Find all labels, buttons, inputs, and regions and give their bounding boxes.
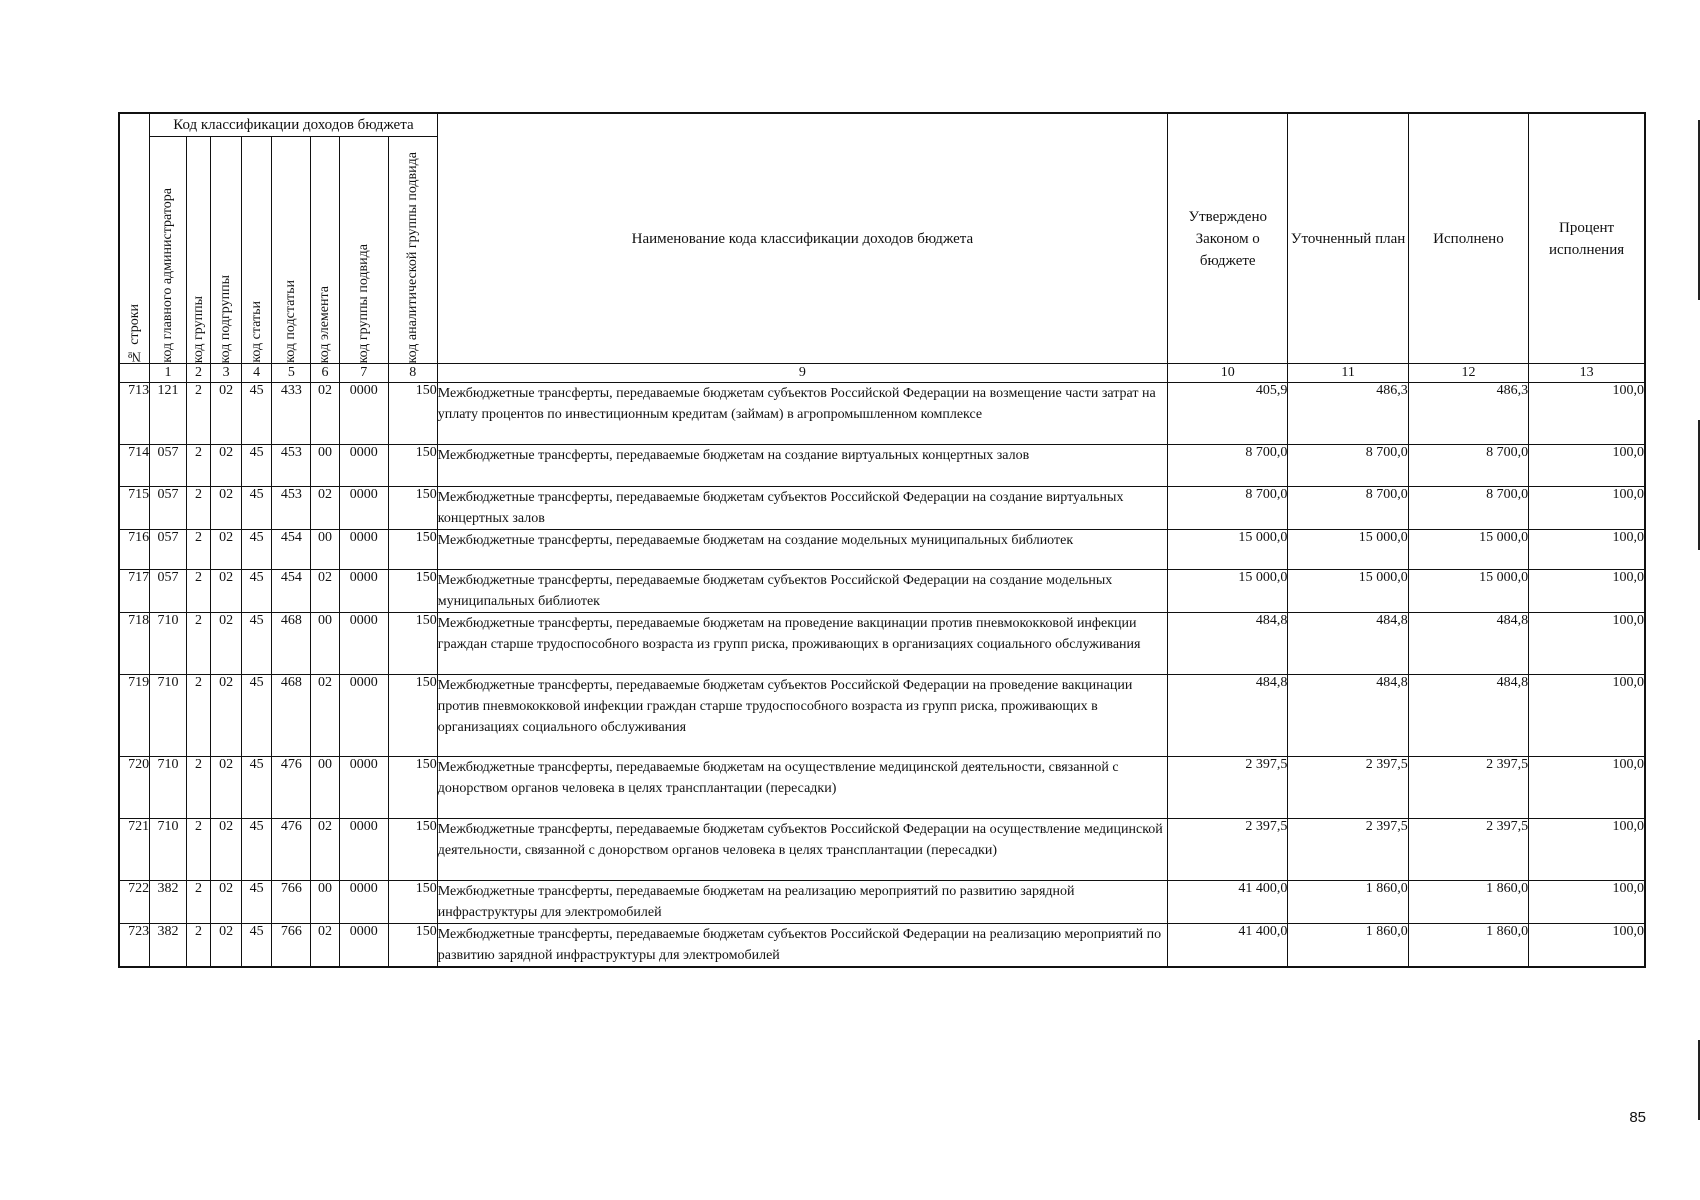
subkind-group-code: 0000: [339, 383, 388, 445]
column-number: 7: [339, 364, 388, 383]
subarticle-code: 433: [272, 383, 311, 445]
article-code: 45: [241, 530, 272, 570]
subkind-group-code: 0000: [339, 487, 388, 530]
subgroup-code: 02: [211, 487, 242, 530]
table-row: [119, 924, 1645, 968]
refined-amount: 484,8: [1288, 675, 1408, 757]
element-code: 00: [311, 530, 340, 570]
table-row: [119, 487, 1645, 530]
refined-amount: 484,8: [1288, 613, 1408, 675]
execution-percent: 100,0: [1529, 757, 1645, 819]
admin-code: 382: [150, 881, 187, 924]
revenue-name: Межбюджетные трансферты, передаваемые бюджетам субъектов Российской Федерации на создание модельных муниципальных библиотек: [437, 570, 1167, 613]
article-code: 45: [241, 383, 272, 445]
subkind-group-code: 0000: [339, 530, 388, 570]
subgroup-code: 02: [211, 445, 242, 487]
header-row-no: [119, 113, 150, 364]
element-code: 02: [311, 383, 340, 445]
header-element-code-label: код элемента: [316, 285, 332, 363]
subgroup-code: 02: [211, 757, 242, 819]
column-number: 2: [186, 364, 210, 383]
execution-percent: 100,0: [1529, 570, 1645, 613]
column-number: 3: [211, 364, 242, 383]
execution-percent: 100,0: [1529, 924, 1645, 968]
subgroup-code: 02: [211, 819, 242, 881]
execution-percent: 100,0: [1529, 445, 1645, 487]
column-number: 5: [272, 364, 311, 383]
group-code: 2: [186, 675, 210, 757]
header-analytic-group-code-label: код аналитической группы подвида: [404, 151, 420, 363]
column-number: [119, 364, 150, 383]
approved-amount: 8 700,0: [1168, 487, 1288, 530]
executed-amount: 15 000,0: [1408, 570, 1528, 613]
execution-percent: 100,0: [1529, 613, 1645, 675]
subgroup-code: 02: [211, 613, 242, 675]
execution-percent: 100,0: [1529, 487, 1645, 530]
header-admin-code: [150, 137, 187, 364]
analytic-group-code: 150: [388, 757, 437, 819]
column-number-row: [119, 364, 1645, 383]
subarticle-code: 453: [272, 487, 311, 530]
header-subgroup-code-label: код подгруппы: [218, 274, 234, 363]
executed-amount: 8 700,0: [1408, 487, 1528, 530]
header-percent: Процент исполнения: [1529, 113, 1645, 364]
refined-amount: 15 000,0: [1288, 570, 1408, 613]
analytic-group-code: 150: [388, 924, 437, 968]
approved-amount: 15 000,0: [1168, 570, 1288, 613]
table-row: [119, 613, 1645, 675]
admin-code: 710: [150, 757, 187, 819]
column-number: 1: [150, 364, 187, 383]
subarticle-code: 468: [272, 613, 311, 675]
article-code: 45: [241, 445, 272, 487]
header-name: Наименование кода классификации доходов бюджета: [437, 113, 1167, 364]
admin-code: 710: [150, 819, 187, 881]
executed-amount: 2 397,5: [1408, 819, 1528, 881]
table-row: [119, 570, 1645, 613]
row-number: 716: [119, 530, 150, 570]
subkind-group-code: 0000: [339, 924, 388, 968]
table-row: [119, 445, 1645, 487]
revenue-name: Межбюджетные трансферты, передаваемые бюджетам субъектов Российской Федерации на проведение вакцинации против пневмококковой инфекции граждан старше трудоспособного возраста из групп риска, проживающих в организациях социального обслуживания: [437, 675, 1167, 757]
refined-amount: 486,3: [1288, 383, 1408, 445]
refined-amount: 2 397,5: [1288, 757, 1408, 819]
analytic-group-code: 150: [388, 445, 437, 487]
header-article-code: [241, 137, 272, 364]
subgroup-code: 02: [211, 530, 242, 570]
analytic-group-code: 150: [388, 570, 437, 613]
analytic-group-code: 150: [388, 819, 437, 881]
subkind-group-code: 0000: [339, 881, 388, 924]
header-subkind-group-code-label: код группы подвида: [355, 243, 371, 363]
group-code: 2: [186, 881, 210, 924]
admin-code: 057: [150, 530, 187, 570]
header-analytic-group-code: [388, 137, 437, 364]
column-number: 4: [241, 364, 272, 383]
header-article-code-label: код статьи: [248, 301, 264, 363]
subgroup-code: 02: [211, 675, 242, 757]
executed-amount: 484,8: [1408, 613, 1528, 675]
table-row: [119, 530, 1645, 570]
group-code: 2: [186, 383, 210, 445]
subkind-group-code: 0000: [339, 613, 388, 675]
subkind-group-code: 0000: [339, 570, 388, 613]
revenue-name: Межбюджетные трансферты, передаваемые бюджетам на создание виртуальных концертных залов: [437, 445, 1167, 487]
subkind-group-code: 0000: [339, 445, 388, 487]
header-row-no-label: № строки: [126, 303, 142, 363]
revenue-name: Межбюджетные трансферты, передаваемые бюджетам на проведение вакцинации против пневмококковой инфекции граждан старше трудоспособного возраста из групп риска, проживающих в организациях социального обслуживания: [437, 613, 1167, 675]
page-number: 85: [1629, 1109, 1646, 1126]
header-subarticle-code-label: код подстатьи: [283, 280, 299, 363]
header-executed: Исполнено: [1408, 113, 1528, 364]
subarticle-code: 476: [272, 819, 311, 881]
table-row: [119, 383, 1645, 445]
header-element-code: [311, 137, 340, 364]
column-number: 12: [1408, 364, 1528, 383]
revenue-name: Межбюджетные трансферты, передаваемые бюджетам субъектов Российской Федерации на создание виртуальных концертных залов: [437, 487, 1167, 530]
article-code: 45: [241, 487, 272, 530]
revenue-name: Межбюджетные трансферты, передаваемые бюджетам субъектов Российской Федерации на осуществление медицинской деятельности, связанной с донорством органов человека в целях трансплантации (пересадки): [437, 819, 1167, 881]
group-code: 2: [186, 530, 210, 570]
executed-amount: 486,3: [1408, 383, 1528, 445]
element-code: 00: [311, 445, 340, 487]
article-code: 45: [241, 819, 272, 881]
row-number: 714: [119, 445, 150, 487]
header-subgroup-code: [211, 137, 242, 364]
admin-code: 710: [150, 613, 187, 675]
admin-code: 710: [150, 675, 187, 757]
executed-amount: 15 000,0: [1408, 530, 1528, 570]
admin-code: 057: [150, 570, 187, 613]
table-row: [119, 675, 1645, 757]
row-number: 722: [119, 881, 150, 924]
group-code: 2: [186, 570, 210, 613]
execution-percent: 100,0: [1529, 881, 1645, 924]
subkind-group-code: 0000: [339, 675, 388, 757]
header-admin-code-label: код главного администратора: [159, 188, 175, 363]
revenue-name: Межбюджетные трансферты, передаваемые бюджетам на осуществление медицинской деятельности, связанной с донорством органов человека в целях трансплантации (пересадки): [437, 757, 1167, 819]
subarticle-code: 454: [272, 530, 311, 570]
group-code: 2: [186, 757, 210, 819]
analytic-group-code: 150: [388, 530, 437, 570]
admin-code: 057: [150, 487, 187, 530]
header-refined: Уточненный план: [1288, 113, 1408, 364]
approved-amount: 41 400,0: [1168, 881, 1288, 924]
refined-amount: 8 700,0: [1288, 445, 1408, 487]
subarticle-code: 476: [272, 757, 311, 819]
group-code: 2: [186, 487, 210, 530]
subgroup-code: 02: [211, 570, 242, 613]
article-code: 45: [241, 675, 272, 757]
row-number: 723: [119, 924, 150, 968]
row-number: 719: [119, 675, 150, 757]
subkind-group-code: 0000: [339, 819, 388, 881]
header-group-code: [186, 137, 210, 364]
column-number: 6: [311, 364, 340, 383]
budget-revenue-table: [118, 112, 1646, 968]
element-code: 00: [311, 613, 340, 675]
execution-percent: 100,0: [1529, 530, 1645, 570]
column-number: 13: [1529, 364, 1645, 383]
approved-amount: 15 000,0: [1168, 530, 1288, 570]
refined-amount: 1 860,0: [1288, 924, 1408, 968]
table-row: [119, 819, 1645, 881]
element-code: 02: [311, 675, 340, 757]
element-code: 02: [311, 819, 340, 881]
row-number: 713: [119, 383, 150, 445]
approved-amount: 2 397,5: [1168, 819, 1288, 881]
column-number: 10: [1168, 364, 1288, 383]
element-code: 02: [311, 924, 340, 968]
header-classification-group: Код классификации доходов бюджета: [150, 113, 438, 137]
header-subkind-group-code: [339, 137, 388, 364]
element-code: 00: [311, 881, 340, 924]
refined-amount: 2 397,5: [1288, 819, 1408, 881]
header-subarticle-code: [272, 137, 311, 364]
group-code: 2: [186, 613, 210, 675]
element-code: 02: [311, 487, 340, 530]
analytic-group-code: 150: [388, 613, 437, 675]
subarticle-code: 453: [272, 445, 311, 487]
approved-amount: 41 400,0: [1168, 924, 1288, 968]
element-code: 00: [311, 757, 340, 819]
analytic-group-code: 150: [388, 675, 437, 757]
execution-percent: 100,0: [1529, 819, 1645, 881]
column-number: 8: [388, 364, 437, 383]
execution-percent: 100,0: [1529, 675, 1645, 757]
approved-amount: 405,9: [1168, 383, 1288, 445]
execution-percent: 100,0: [1529, 383, 1645, 445]
subkind-group-code: 0000: [339, 757, 388, 819]
table-row: [119, 757, 1645, 819]
header-group-code-label: код группы: [190, 295, 206, 363]
group-code: 2: [186, 819, 210, 881]
executed-amount: 484,8: [1408, 675, 1528, 757]
subarticle-code: 766: [272, 881, 311, 924]
analytic-group-code: 150: [388, 881, 437, 924]
row-number: 718: [119, 613, 150, 675]
row-number: 715: [119, 487, 150, 530]
revenue-name: Межбюджетные трансферты, передаваемые бюджетам субъектов Российской Федерации на реализацию мероприятий по развитию зарядной инфраструктуры для электромобилей: [437, 924, 1167, 968]
revenue-name: Межбюджетные трансферты, передаваемые бюджетам субъектов Российской Федерации на возмещение части затрат на уплату процентов по инвестиционным кредитам (займам) в агропромышленном комплексе: [437, 383, 1167, 445]
subgroup-code: 02: [211, 383, 242, 445]
article-code: 45: [241, 757, 272, 819]
approved-amount: 2 397,5: [1168, 757, 1288, 819]
admin-code: 121: [150, 383, 187, 445]
analytic-group-code: 150: [388, 487, 437, 530]
admin-code: 057: [150, 445, 187, 487]
article-code: 45: [241, 924, 272, 968]
article-code: 45: [241, 613, 272, 675]
approved-amount: 8 700,0: [1168, 445, 1288, 487]
approved-amount: 484,8: [1168, 675, 1288, 757]
row-number: 720: [119, 757, 150, 819]
executed-amount: 1 860,0: [1408, 924, 1528, 968]
analytic-group-code: 150: [388, 383, 437, 445]
row-number: 717: [119, 570, 150, 613]
subarticle-code: 766: [272, 924, 311, 968]
subgroup-code: 02: [211, 881, 242, 924]
admin-code: 382: [150, 924, 187, 968]
row-number: 721: [119, 819, 150, 881]
article-code: 45: [241, 570, 272, 613]
revenue-name: Межбюджетные трансферты, передаваемые бюджетам на реализацию мероприятий по развитию зарядной инфраструктуры для электромобилей: [437, 881, 1167, 924]
refined-amount: 15 000,0: [1288, 530, 1408, 570]
executed-amount: 2 397,5: [1408, 757, 1528, 819]
approved-amount: 484,8: [1168, 613, 1288, 675]
refined-amount: 8 700,0: [1288, 487, 1408, 530]
group-code: 2: [186, 445, 210, 487]
subgroup-code: 02: [211, 924, 242, 968]
article-code: 45: [241, 881, 272, 924]
table-row: [119, 881, 1645, 924]
revenue-name: Межбюджетные трансферты, передаваемые бюджетам на создание модельных муниципальных библиотек: [437, 530, 1167, 570]
group-code: 2: [186, 924, 210, 968]
element-code: 02: [311, 570, 340, 613]
column-number: 9: [437, 364, 1167, 383]
refined-amount: 1 860,0: [1288, 881, 1408, 924]
subarticle-code: 454: [272, 570, 311, 613]
header-approved: Утверждено Законом о бюджете: [1168, 113, 1288, 364]
subarticle-code: 468: [272, 675, 311, 757]
executed-amount: 1 860,0: [1408, 881, 1528, 924]
column-number: 11: [1288, 364, 1408, 383]
executed-amount: 8 700,0: [1408, 445, 1528, 487]
